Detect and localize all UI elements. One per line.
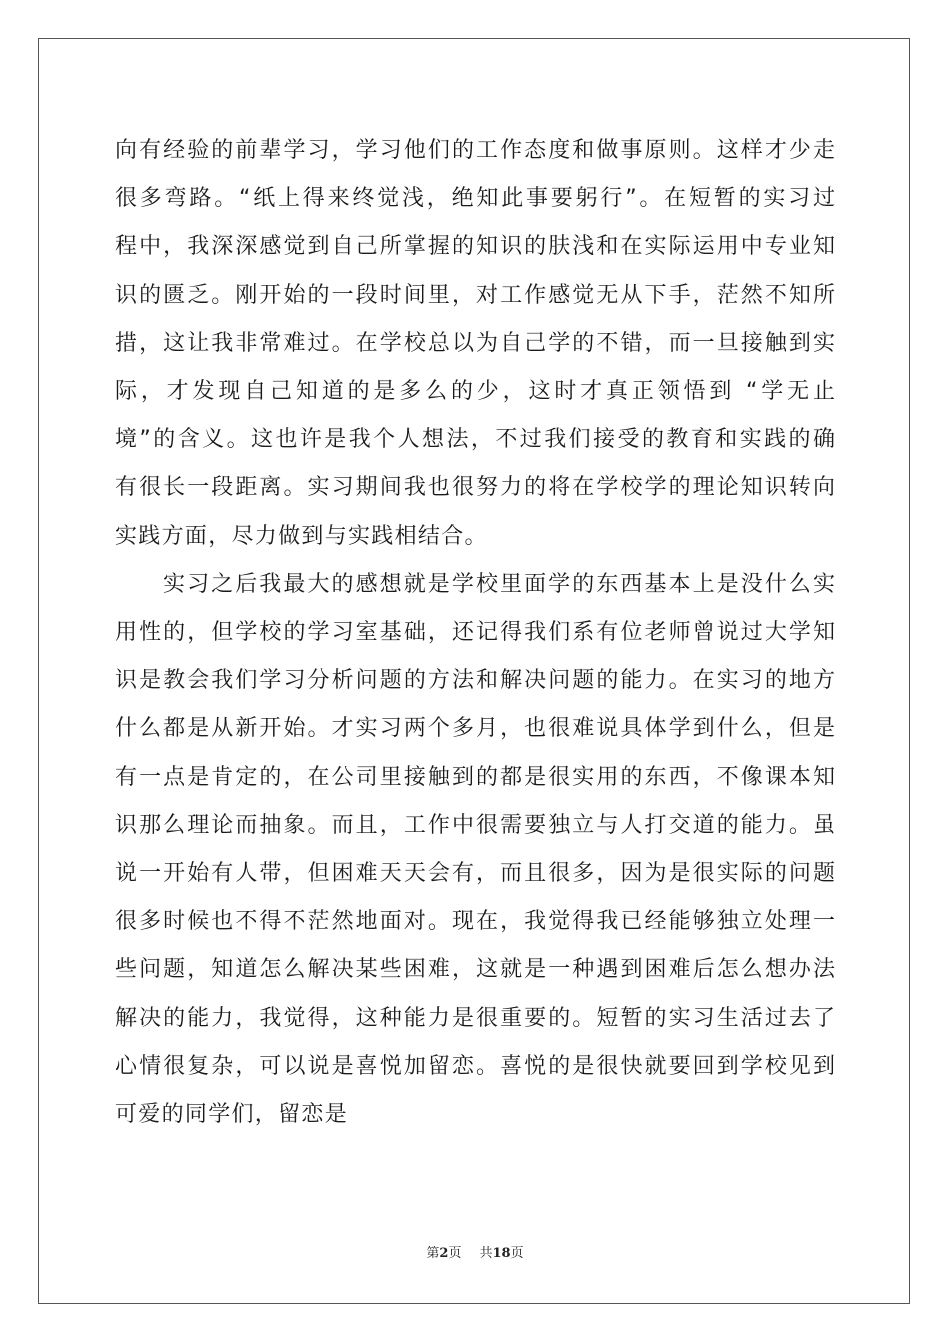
text-line: 有一点是肯定的，在公司里接触到的都是很实用的东西，不像课本知	[115, 765, 835, 790]
text-line: 向有经验的前辈学习，学习他们的工作态度和做事原则。这样才少走	[115, 138, 835, 163]
text-line: 解决的能力，我觉得，这种能力是很重要的。短暂的实习生活过去了	[115, 1006, 835, 1031]
text-line: 心情很复杂，可以说是喜悦加留恋。喜悦的是很快就要回到学校见到	[115, 1054, 835, 1079]
footer-page-number: 2	[439, 1246, 449, 1261]
text-line: 什么都是从新开始。才实习两个多月，也很难说具体学到什么，但是	[115, 716, 835, 741]
text-line: 识是教会我们学习分析问题的方法和解决问题的能力。在实习的地方	[115, 668, 835, 693]
footer-page-suffix: 页	[448, 1246, 462, 1261]
text-line: 措，这让我非常难过。在学校总以为自己学的不错，而一旦接触到实	[115, 331, 835, 356]
text-line: 境”的含义。这也许是我个人想法，不过我们接受的教育和实践的确	[115, 427, 835, 452]
text-line: 很多弯路。“纸上得来终觉浅，绝知此事要躬行”。在短暂的实习过	[115, 186, 835, 211]
text-line: 实践方面，尽力做到与实践相结合。	[115, 524, 488, 549]
text-line: 程中，我深深感觉到自己所掌握的知识的肤浅和在实际运用中专业知	[115, 234, 835, 259]
text-line: 识那么理论而抽象。而且，工作中很需要独立与人打交道的能力。虽	[115, 813, 835, 838]
text-line: 识的匮乏。刚开始的一段时间里，对工作感觉无从下手，茫然不知所	[115, 283, 835, 308]
page-footer	[0, 1245, 950, 1263]
text-line: 用性的，但学校的学习室基础，还记得我们系有位老师曾说过大学知	[115, 620, 835, 645]
text-line: 很多时候也不得不茫然地面对。现在，我觉得我已经能够独立处理一	[115, 909, 835, 934]
text-line: 实习之后我最大的感想就是学校里面学的东西基本上是没什么实	[163, 572, 835, 597]
footer-total-pages: 18	[492, 1246, 511, 1261]
text-line: 说一开始有人带，但困难天天会有，而且很多，因为是很实际的问题	[115, 861, 835, 886]
footer-page-prefix: 第	[426, 1246, 440, 1261]
text-line: 有很长一段距离。实习期间我也很努力的将在学校学的理论知识转向	[115, 475, 835, 500]
text-line: 际，才发现自己知道的是多么的少，这时才真正领悟到 “学无止	[115, 379, 835, 404]
text-line: 可爱的同学们，留恋是	[115, 1102, 349, 1127]
text-line: 些问题，知道怎么解决某些困难，这就是一种遇到困难后怎么想办法	[115, 957, 835, 982]
footer-total-suffix: 页	[510, 1246, 524, 1261]
footer-total-prefix: 共	[479, 1246, 493, 1261]
